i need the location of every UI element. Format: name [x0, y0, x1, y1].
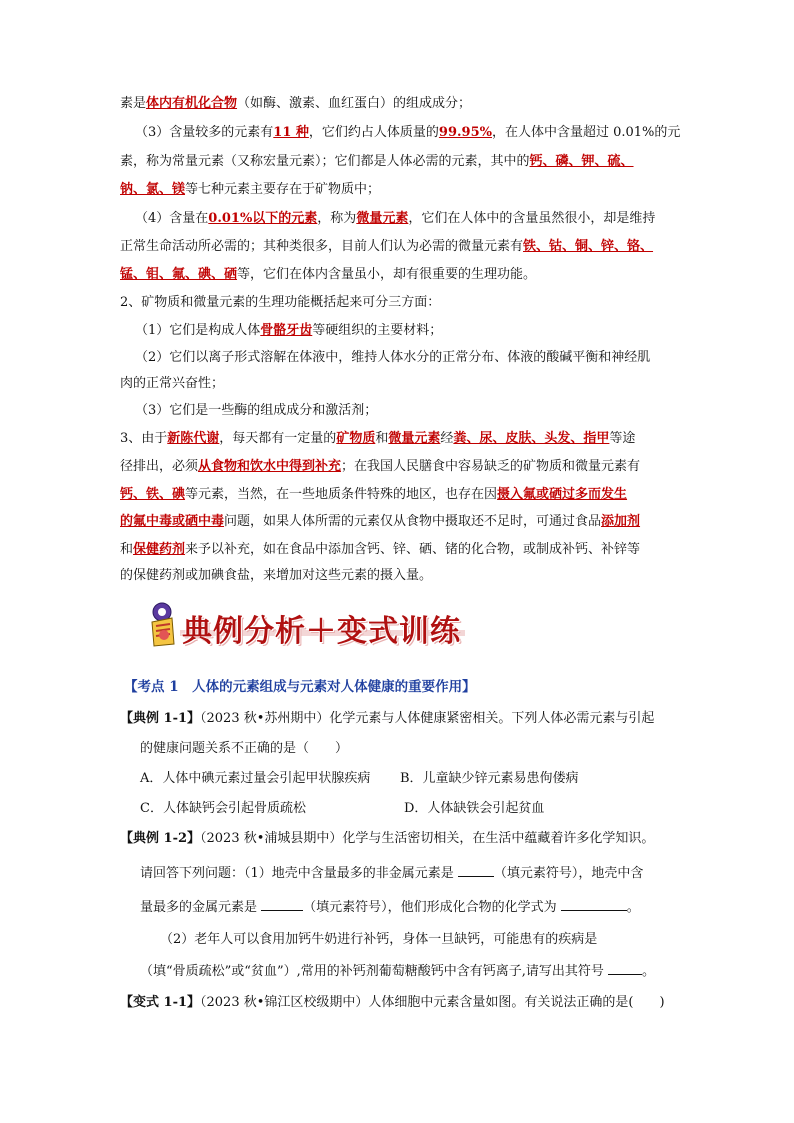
text-line: （2）它们以离子形式溶解在体液中，维持人体水分的正常分布、体液的酸碱平衡和神经肌 — [135, 350, 651, 365]
option-c: C．人体缺钙会引起骨质疏松 — [140, 801, 306, 816]
variant-1-1: 【变式 1-1】（2023 秋•锦江区校级期中）人体细胞中元素含量如图。有关说法正确的是( ) — [120, 995, 665, 1010]
text-line: 的氟中毒或硒中毒问题，如果人体所需的元素仅从食物中摄取还不足时，可通过食品添加剂 — [120, 514, 641, 529]
example-1-2: 【典例 1-2】（2023 秋•浦城县期中）化学与生活密切相关，在生活中蕴藏着许多化学知识。 — [120, 831, 655, 846]
answer-blank[interactable] — [561, 898, 627, 911]
answer-blank[interactable] — [261, 898, 303, 911]
text-line: 素，称为常量元素（又称宏量元素）；它们都是人体必需的元素，其中的钙、磷、钾、硫、 — [120, 154, 634, 169]
text-line: 和保健药剂来予以补充，如在食品中添加含钙、锌、硒、锗的化合物，或制成补钙、补锌等 — [120, 542, 641, 557]
example-1-2-line3: 量最多的金属元素是 （填元素符号），他们形成化合物的化学式为 。 — [140, 900, 640, 915]
example-1-1-cont: 的健康问题关系不正确的是（ ） — [140, 741, 349, 756]
kaodian-heading: 【考点 1 人体的元素组成与元素对人体健康的重要作用】 — [124, 679, 476, 695]
example-1-2-line2: 请回答下列问题：（1）地壳中含量最多的非金属元素是 （填元素符号），地壳中含 — [140, 866, 644, 881]
text-line: （1）它们是构成人体骨骼牙齿等硬组织的主要材料； — [135, 323, 443, 338]
text-line: （3）含量较多的元素有11 种，它们约占人体质量的99.95%，在人体中含量超过 0.01%的元 — [135, 125, 681, 140]
option-d: D．人体缺铁会引起贫血 — [404, 801, 545, 816]
section-banner-title: 典例分析＋变式训练 — [182, 614, 461, 649]
example-1-1: 【典例 1-1】（2023 秋•苏州期中）化学元素与人体健康紧密相关。下列人体必需元素与引起 — [120, 711, 655, 726]
example-1-2-line4: （2）老年人可以食用加钙牛奶进行补钙，身体一旦缺钙，可能患有的疾病是 — [160, 932, 598, 947]
text-line: 锰、钼、氟、碘、硒等，它们在体内含量虽小，却有很重要的生理功能。 — [120, 267, 537, 282]
book-icon — [152, 603, 174, 646]
answer-blank[interactable] — [458, 864, 494, 877]
text-line: （4）含量在0.01%以下的元素，称为微量元素，它们在人体中的含量虽然很小，却是维持 — [135, 211, 656, 226]
text-line: （3）它们是一些酶的组成成分和激活剂； — [135, 403, 378, 418]
option-a: A．人体中碘元素过量会引起甲状腺疾病 — [140, 771, 371, 786]
example-1-2-line5: （填“骨质疏松”或“贫血”）,常用的补钙剂葡萄糖酸钙中含有钙离子,请写出其符号 。 — [140, 964, 655, 979]
text-line: 钠、氯、镁等七种元素主要存在于矿物质中； — [120, 182, 381, 197]
text-line: 径排出，必须从食物和饮水中得到补充；在我国人民膳食中容易缺乏的矿物质和微量元素有 — [120, 459, 641, 474]
text-line: 钙、铁、碘等元素，当然，在一些地质条件特殊的地区，也存在因摄入氟或硒过多而发生 — [120, 487, 628, 502]
text-line: 正常生命活动所必需的；其种类很多，目前人们认为必需的微量元素有铁、钴、铜、锌、铬、 — [120, 239, 654, 254]
text-line: 的保健药剂或加碘食盐，来增加对这些元素的摄入量。 — [120, 568, 433, 583]
answer-blank[interactable] — [608, 962, 642, 975]
text-line: 素是体内有机化合物（如酶、激素、血红蛋白）的组成成分； — [120, 96, 472, 111]
text-line: 2、矿物质和微量元素的生理功能概括起来可分三方面： — [120, 295, 441, 310]
text-line: 3、由于新陈代谢，每天都有一定量的矿物质和微量元素经粪、尿、皮肤、头发、指甲等途 — [120, 431, 636, 446]
option-b: B．儿童缺少锌元素易患佝偻病 — [400, 771, 579, 786]
text-line: 肉的正常兴奋性； — [120, 376, 225, 391]
